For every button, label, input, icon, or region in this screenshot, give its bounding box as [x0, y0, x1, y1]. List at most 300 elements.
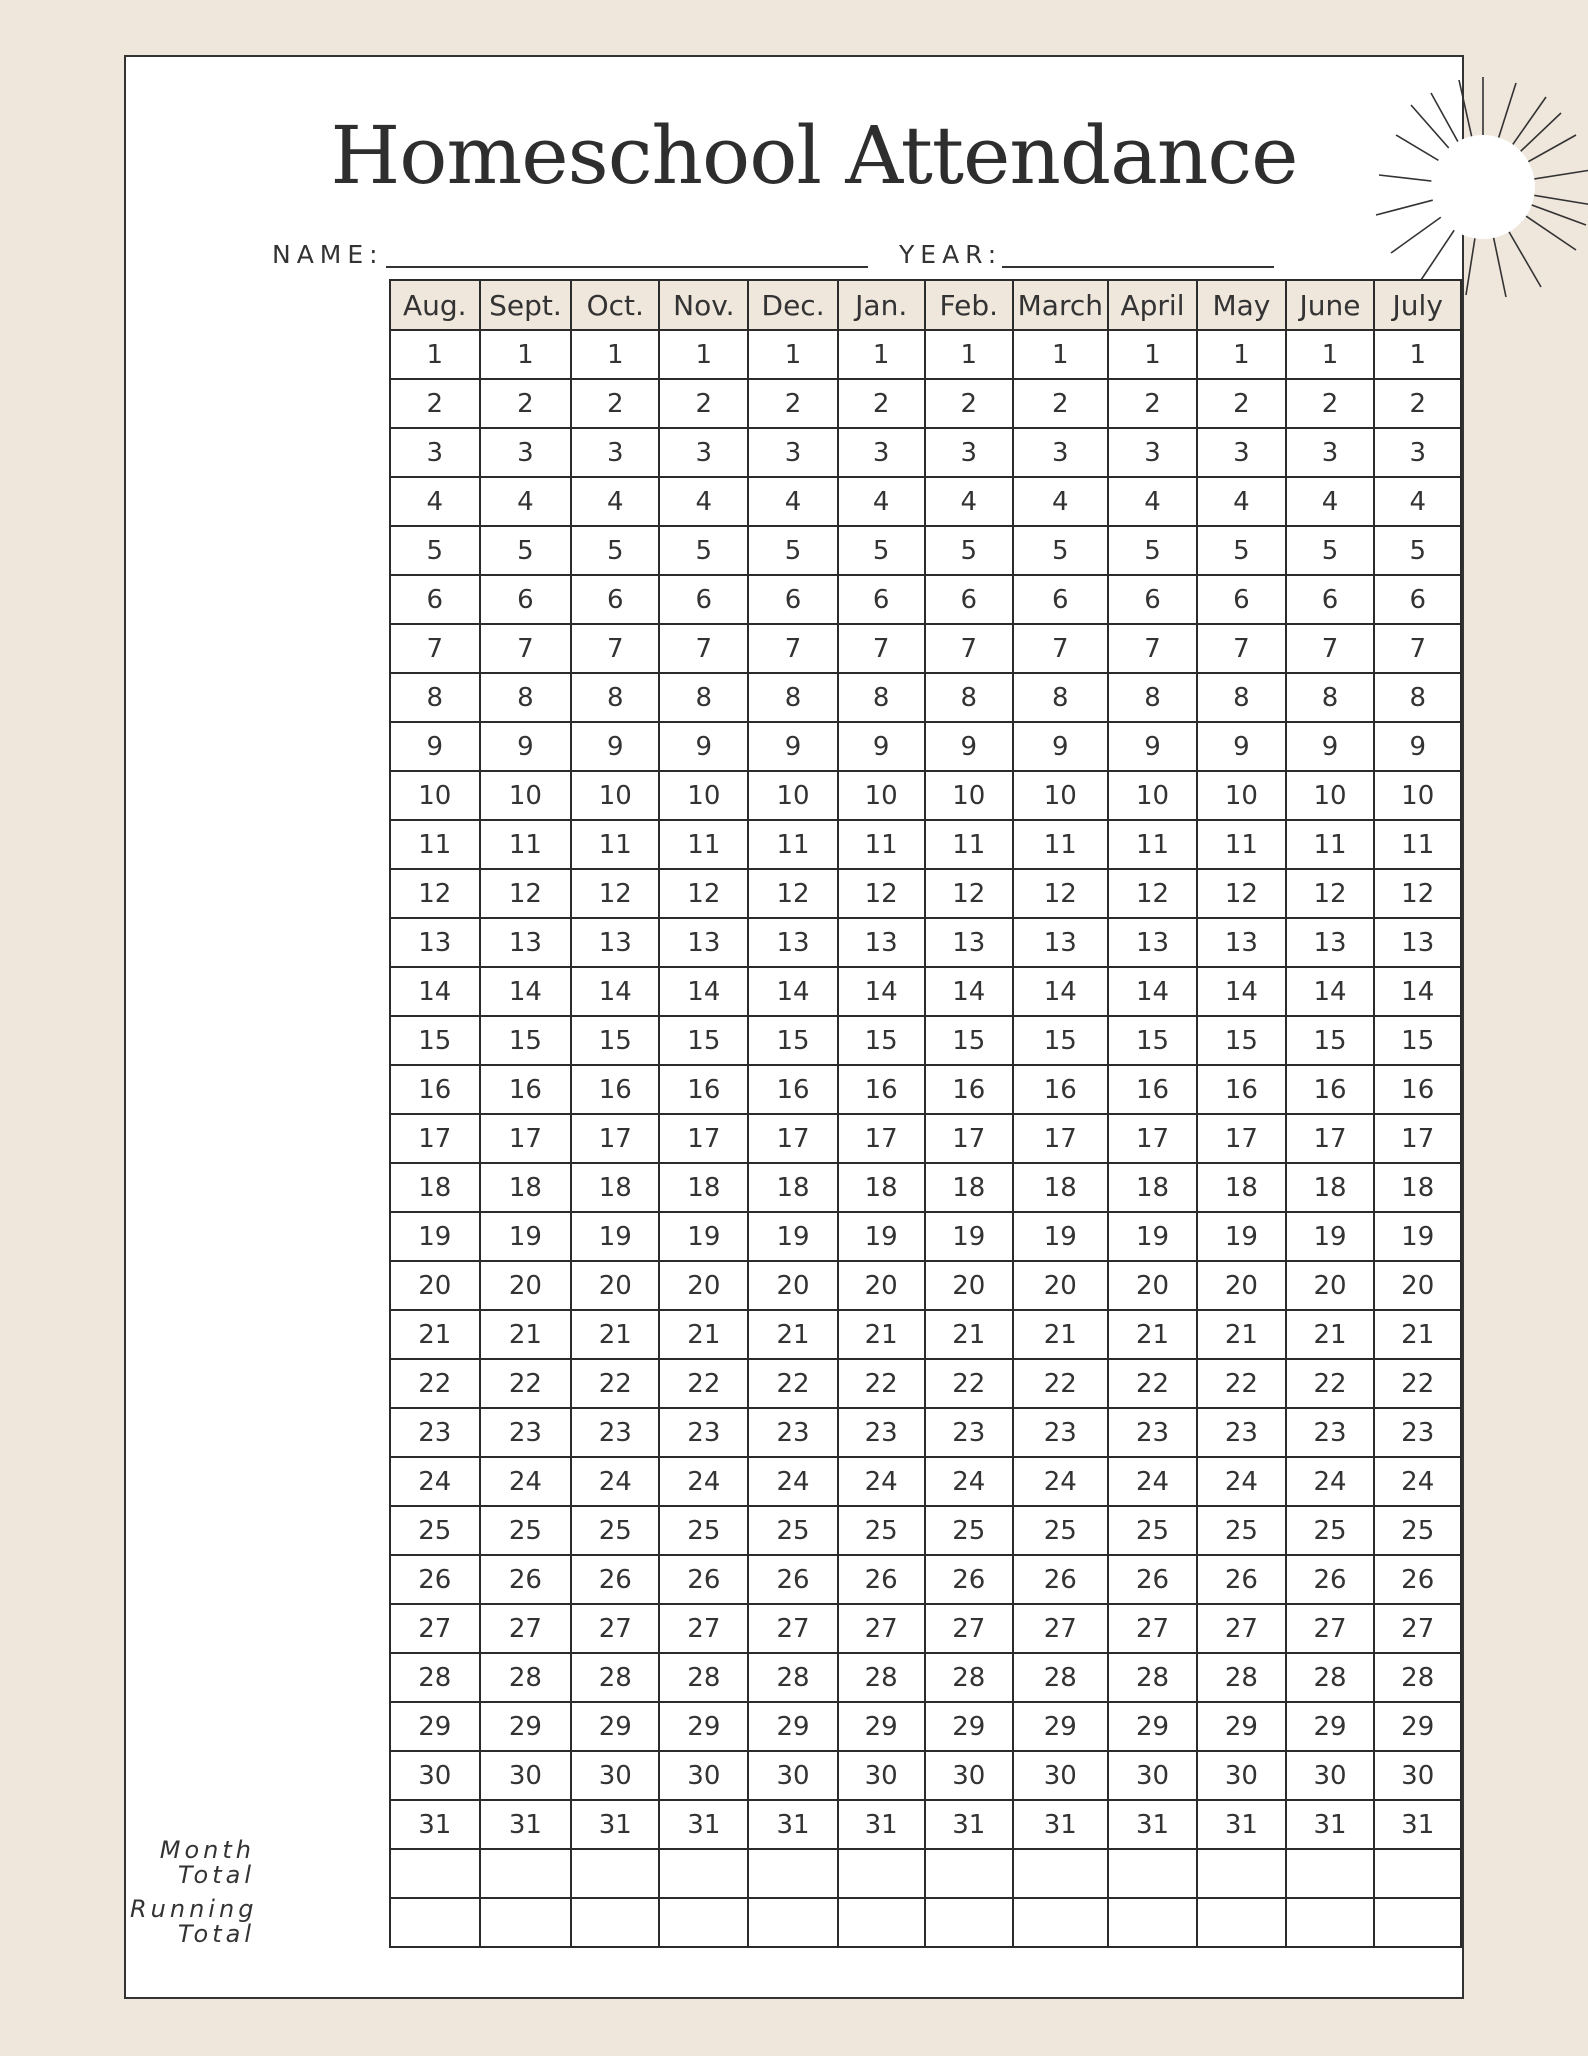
running-total-cell[interactable]	[1108, 1898, 1198, 1947]
day-cell[interactable]: 12	[1013, 869, 1108, 918]
day-cell[interactable]: 13	[480, 918, 572, 967]
day-cell[interactable]: 9	[1374, 722, 1461, 771]
day-cell[interactable]: 21	[1013, 1310, 1108, 1359]
day-cell[interactable]: 15	[1108, 1016, 1198, 1065]
day-cell[interactable]: 13	[925, 918, 1013, 967]
day-cell[interactable]: 20	[748, 1261, 837, 1310]
day-cell[interactable]: 25	[480, 1506, 572, 1555]
day-cell[interactable]: 5	[480, 526, 572, 575]
day-cell[interactable]: 5	[1197, 526, 1285, 575]
day-cell[interactable]: 27	[1108, 1604, 1198, 1653]
day-cell[interactable]: 14	[748, 967, 837, 1016]
day-cell[interactable]: 6	[1108, 575, 1198, 624]
day-cell[interactable]: 19	[1013, 1212, 1108, 1261]
day-cell[interactable]: 16	[1374, 1065, 1461, 1114]
day-cell[interactable]: 29	[659, 1702, 748, 1751]
day-cell[interactable]: 22	[1286, 1359, 1375, 1408]
day-cell[interactable]: 10	[1374, 771, 1461, 820]
day-cell[interactable]: 16	[1013, 1065, 1108, 1114]
day-cell[interactable]: 4	[1013, 477, 1108, 526]
day-cell[interactable]: 30	[659, 1751, 748, 1800]
day-cell[interactable]: 22	[1108, 1359, 1198, 1408]
month-total-cell[interactable]	[1286, 1849, 1375, 1898]
day-cell[interactable]: 3	[838, 428, 925, 477]
running-total-cell[interactable]	[571, 1898, 659, 1947]
day-cell[interactable]: 15	[748, 1016, 837, 1065]
day-cell[interactable]: 31	[1374, 1800, 1461, 1849]
day-cell[interactable]: 19	[1108, 1212, 1198, 1261]
day-cell[interactable]: 11	[659, 820, 748, 869]
day-cell[interactable]: 13	[659, 918, 748, 967]
day-cell[interactable]: 2	[1286, 379, 1375, 428]
day-cell[interactable]: 27	[659, 1604, 748, 1653]
day-cell[interactable]: 5	[838, 526, 925, 575]
day-cell[interactable]: 16	[1197, 1065, 1285, 1114]
day-cell[interactable]: 15	[390, 1016, 480, 1065]
day-cell[interactable]: 2	[1197, 379, 1285, 428]
day-cell[interactable]: 18	[925, 1163, 1013, 1212]
day-cell[interactable]: 27	[1374, 1604, 1461, 1653]
day-cell[interactable]: 10	[1197, 771, 1285, 820]
day-cell[interactable]: 21	[748, 1310, 837, 1359]
day-cell[interactable]: 26	[748, 1555, 837, 1604]
day-cell[interactable]: 16	[571, 1065, 659, 1114]
day-cell[interactable]: 24	[838, 1457, 925, 1506]
day-cell[interactable]: 31	[659, 1800, 748, 1849]
day-cell[interactable]: 9	[390, 722, 480, 771]
day-cell[interactable]: 26	[1013, 1555, 1108, 1604]
day-cell[interactable]: 25	[390, 1506, 480, 1555]
day-cell[interactable]: 11	[1197, 820, 1285, 869]
day-cell[interactable]: 2	[838, 379, 925, 428]
day-cell[interactable]: 1	[748, 330, 837, 379]
day-cell[interactable]: 8	[1108, 673, 1198, 722]
day-cell[interactable]: 25	[748, 1506, 837, 1555]
day-cell[interactable]: 11	[480, 820, 572, 869]
day-cell[interactable]: 29	[390, 1702, 480, 1751]
day-cell[interactable]: 23	[1286, 1408, 1375, 1457]
day-cell[interactable]: 20	[1013, 1261, 1108, 1310]
day-cell[interactable]: 16	[1108, 1065, 1198, 1114]
day-cell[interactable]: 15	[1197, 1016, 1285, 1065]
day-cell[interactable]: 8	[480, 673, 572, 722]
running-total-cell[interactable]	[1374, 1898, 1461, 1947]
day-cell[interactable]: 28	[1286, 1653, 1375, 1702]
name-field[interactable]	[386, 266, 868, 268]
day-cell[interactable]: 16	[925, 1065, 1013, 1114]
day-cell[interactable]: 23	[390, 1408, 480, 1457]
day-cell[interactable]: 4	[1108, 477, 1198, 526]
day-cell[interactable]: 17	[390, 1114, 480, 1163]
day-cell[interactable]: 15	[838, 1016, 925, 1065]
day-cell[interactable]: 22	[1197, 1359, 1285, 1408]
day-cell[interactable]: 13	[1108, 918, 1198, 967]
day-cell[interactable]: 14	[390, 967, 480, 1016]
day-cell[interactable]: 18	[1374, 1163, 1461, 1212]
day-cell[interactable]: 26	[390, 1555, 480, 1604]
day-cell[interactable]: 3	[748, 428, 837, 477]
day-cell[interactable]: 9	[571, 722, 659, 771]
month-total-cell[interactable]	[659, 1849, 748, 1898]
day-cell[interactable]: 5	[571, 526, 659, 575]
day-cell[interactable]: 11	[1286, 820, 1375, 869]
day-cell[interactable]: 26	[1197, 1555, 1285, 1604]
day-cell[interactable]: 26	[925, 1555, 1013, 1604]
day-cell[interactable]: 3	[1286, 428, 1375, 477]
day-cell[interactable]: 14	[1286, 967, 1375, 1016]
day-cell[interactable]: 14	[659, 967, 748, 1016]
day-cell[interactable]: 15	[480, 1016, 572, 1065]
day-cell[interactable]: 5	[748, 526, 837, 575]
day-cell[interactable]: 24	[1013, 1457, 1108, 1506]
day-cell[interactable]: 16	[838, 1065, 925, 1114]
day-cell[interactable]: 27	[1013, 1604, 1108, 1653]
day-cell[interactable]: 2	[390, 379, 480, 428]
day-cell[interactable]: 20	[571, 1261, 659, 1310]
day-cell[interactable]: 4	[1197, 477, 1285, 526]
day-cell[interactable]: 24	[748, 1457, 837, 1506]
day-cell[interactable]: 31	[1286, 1800, 1375, 1849]
day-cell[interactable]: 3	[1108, 428, 1198, 477]
day-cell[interactable]: 12	[1197, 869, 1285, 918]
day-cell[interactable]: 22	[1374, 1359, 1461, 1408]
day-cell[interactable]: 4	[925, 477, 1013, 526]
day-cell[interactable]: 31	[390, 1800, 480, 1849]
day-cell[interactable]: 19	[571, 1212, 659, 1261]
day-cell[interactable]: 31	[838, 1800, 925, 1849]
day-cell[interactable]: 23	[838, 1408, 925, 1457]
day-cell[interactable]: 18	[390, 1163, 480, 1212]
day-cell[interactable]: 8	[571, 673, 659, 722]
day-cell[interactable]: 23	[480, 1408, 572, 1457]
day-cell[interactable]: 20	[838, 1261, 925, 1310]
day-cell[interactable]: 10	[748, 771, 837, 820]
day-cell[interactable]: 12	[390, 869, 480, 918]
day-cell[interactable]: 31	[1108, 1800, 1198, 1849]
day-cell[interactable]: 21	[925, 1310, 1013, 1359]
day-cell[interactable]: 28	[1108, 1653, 1198, 1702]
day-cell[interactable]: 27	[390, 1604, 480, 1653]
day-cell[interactable]: 28	[390, 1653, 480, 1702]
day-cell[interactable]: 17	[838, 1114, 925, 1163]
day-cell[interactable]: 31	[925, 1800, 1013, 1849]
day-cell[interactable]: 19	[1374, 1212, 1461, 1261]
day-cell[interactable]: 17	[659, 1114, 748, 1163]
day-cell[interactable]: 19	[748, 1212, 837, 1261]
day-cell[interactable]: 28	[480, 1653, 572, 1702]
day-cell[interactable]: 24	[659, 1457, 748, 1506]
month-total-cell[interactable]	[1108, 1849, 1198, 1898]
day-cell[interactable]: 10	[571, 771, 659, 820]
day-cell[interactable]: 6	[390, 575, 480, 624]
day-cell[interactable]: 31	[1197, 1800, 1285, 1849]
day-cell[interactable]: 9	[1197, 722, 1285, 771]
day-cell[interactable]: 11	[838, 820, 925, 869]
day-cell[interactable]: 1	[480, 330, 572, 379]
day-cell[interactable]: 2	[925, 379, 1013, 428]
day-cell[interactable]: 8	[390, 673, 480, 722]
day-cell[interactable]: 6	[838, 575, 925, 624]
day-cell[interactable]: 1	[390, 330, 480, 379]
day-cell[interactable]: 8	[659, 673, 748, 722]
day-cell[interactable]: 11	[1374, 820, 1461, 869]
day-cell[interactable]: 26	[1108, 1555, 1198, 1604]
day-cell[interactable]: 24	[1286, 1457, 1375, 1506]
day-cell[interactable]: 31	[748, 1800, 837, 1849]
running-total-cell[interactable]	[480, 1898, 572, 1947]
day-cell[interactable]: 30	[571, 1751, 659, 1800]
day-cell[interactable]: 5	[1374, 526, 1461, 575]
day-cell[interactable]: 28	[1374, 1653, 1461, 1702]
day-cell[interactable]: 30	[1197, 1751, 1285, 1800]
day-cell[interactable]: 6	[571, 575, 659, 624]
day-cell[interactable]: 21	[838, 1310, 925, 1359]
month-total-cell[interactable]	[925, 1849, 1013, 1898]
day-cell[interactable]: 17	[571, 1114, 659, 1163]
day-cell[interactable]: 16	[390, 1065, 480, 1114]
day-cell[interactable]: 7	[748, 624, 837, 673]
day-cell[interactable]: 8	[925, 673, 1013, 722]
day-cell[interactable]: 3	[480, 428, 572, 477]
day-cell[interactable]: 24	[1108, 1457, 1198, 1506]
day-cell[interactable]: 28	[1013, 1653, 1108, 1702]
day-cell[interactable]: 15	[1374, 1016, 1461, 1065]
day-cell[interactable]: 26	[1286, 1555, 1375, 1604]
day-cell[interactable]: 6	[480, 575, 572, 624]
day-cell[interactable]: 6	[748, 575, 837, 624]
day-cell[interactable]: 12	[659, 869, 748, 918]
day-cell[interactable]: 22	[390, 1359, 480, 1408]
month-total-cell[interactable]	[838, 1849, 925, 1898]
day-cell[interactable]: 10	[838, 771, 925, 820]
day-cell[interactable]: 24	[390, 1457, 480, 1506]
day-cell[interactable]: 27	[838, 1604, 925, 1653]
day-cell[interactable]: 30	[390, 1751, 480, 1800]
day-cell[interactable]: 24	[925, 1457, 1013, 1506]
running-total-cell[interactable]	[1013, 1898, 1108, 1947]
day-cell[interactable]: 7	[838, 624, 925, 673]
day-cell[interactable]: 22	[748, 1359, 837, 1408]
day-cell[interactable]: 25	[925, 1506, 1013, 1555]
day-cell[interactable]: 7	[480, 624, 572, 673]
day-cell[interactable]: 20	[1286, 1261, 1375, 1310]
day-cell[interactable]: 11	[571, 820, 659, 869]
day-cell[interactable]: 17	[1286, 1114, 1375, 1163]
day-cell[interactable]: 21	[1108, 1310, 1198, 1359]
day-cell[interactable]: 21	[1286, 1310, 1375, 1359]
day-cell[interactable]: 30	[1013, 1751, 1108, 1800]
day-cell[interactable]: 9	[1286, 722, 1375, 771]
day-cell[interactable]: 25	[1286, 1506, 1375, 1555]
day-cell[interactable]: 17	[748, 1114, 837, 1163]
day-cell[interactable]: 3	[1197, 428, 1285, 477]
day-cell[interactable]: 23	[1013, 1408, 1108, 1457]
day-cell[interactable]: 8	[1374, 673, 1461, 722]
day-cell[interactable]: 17	[925, 1114, 1013, 1163]
day-cell[interactable]: 30	[1374, 1751, 1461, 1800]
day-cell[interactable]: 13	[1197, 918, 1285, 967]
day-cell[interactable]: 22	[480, 1359, 572, 1408]
day-cell[interactable]: 5	[925, 526, 1013, 575]
day-cell[interactable]: 26	[571, 1555, 659, 1604]
day-cell[interactable]: 15	[1013, 1016, 1108, 1065]
day-cell[interactable]: 24	[571, 1457, 659, 1506]
day-cell[interactable]: 23	[659, 1408, 748, 1457]
day-cell[interactable]: 16	[480, 1065, 572, 1114]
day-cell[interactable]: 29	[748, 1702, 837, 1751]
day-cell[interactable]: 7	[1013, 624, 1108, 673]
day-cell[interactable]: 12	[1286, 869, 1375, 918]
day-cell[interactable]: 13	[1286, 918, 1375, 967]
day-cell[interactable]: 27	[1197, 1604, 1285, 1653]
month-total-cell[interactable]	[748, 1849, 837, 1898]
day-cell[interactable]: 4	[1374, 477, 1461, 526]
day-cell[interactable]: 23	[925, 1408, 1013, 1457]
day-cell[interactable]: 20	[1374, 1261, 1461, 1310]
day-cell[interactable]: 13	[1374, 918, 1461, 967]
day-cell[interactable]: 29	[1108, 1702, 1198, 1751]
day-cell[interactable]: 20	[390, 1261, 480, 1310]
day-cell[interactable]: 21	[659, 1310, 748, 1359]
day-cell[interactable]: 3	[659, 428, 748, 477]
day-cell[interactable]: 17	[1108, 1114, 1198, 1163]
day-cell[interactable]: 21	[480, 1310, 572, 1359]
day-cell[interactable]: 30	[925, 1751, 1013, 1800]
day-cell[interactable]: 10	[659, 771, 748, 820]
day-cell[interactable]: 12	[925, 869, 1013, 918]
day-cell[interactable]: 2	[659, 379, 748, 428]
year-field[interactable]	[1002, 266, 1274, 268]
day-cell[interactable]: 5	[659, 526, 748, 575]
day-cell[interactable]: 28	[748, 1653, 837, 1702]
day-cell[interactable]: 30	[748, 1751, 837, 1800]
day-cell[interactable]: 31	[571, 1800, 659, 1849]
day-cell[interactable]: 1	[1286, 330, 1375, 379]
day-cell[interactable]: 14	[1197, 967, 1285, 1016]
day-cell[interactable]: 18	[659, 1163, 748, 1212]
day-cell[interactable]: 1	[1013, 330, 1108, 379]
day-cell[interactable]: 26	[838, 1555, 925, 1604]
day-cell[interactable]: 13	[748, 918, 837, 967]
day-cell[interactable]: 31	[1013, 1800, 1108, 1849]
day-cell[interactable]: 22	[571, 1359, 659, 1408]
day-cell[interactable]: 1	[659, 330, 748, 379]
day-cell[interactable]: 25	[1197, 1506, 1285, 1555]
day-cell[interactable]: 18	[1286, 1163, 1375, 1212]
day-cell[interactable]: 13	[390, 918, 480, 967]
day-cell[interactable]: 1	[838, 330, 925, 379]
day-cell[interactable]: 19	[480, 1212, 572, 1261]
day-cell[interactable]: 30	[480, 1751, 572, 1800]
day-cell[interactable]: 15	[1286, 1016, 1375, 1065]
day-cell[interactable]: 20	[1108, 1261, 1198, 1310]
day-cell[interactable]: 26	[480, 1555, 572, 1604]
day-cell[interactable]: 9	[480, 722, 572, 771]
day-cell[interactable]: 20	[480, 1261, 572, 1310]
day-cell[interactable]: 3	[925, 428, 1013, 477]
day-cell[interactable]: 9	[1108, 722, 1198, 771]
day-cell[interactable]: 23	[748, 1408, 837, 1457]
day-cell[interactable]: 28	[659, 1653, 748, 1702]
day-cell[interactable]: 14	[838, 967, 925, 1016]
day-cell[interactable]: 2	[748, 379, 837, 428]
day-cell[interactable]: 6	[925, 575, 1013, 624]
day-cell[interactable]: 6	[659, 575, 748, 624]
day-cell[interactable]: 29	[1197, 1702, 1285, 1751]
day-cell[interactable]: 8	[748, 673, 837, 722]
day-cell[interactable]: 25	[1013, 1506, 1108, 1555]
day-cell[interactable]: 26	[659, 1555, 748, 1604]
day-cell[interactable]: 23	[1374, 1408, 1461, 1457]
day-cell[interactable]: 4	[838, 477, 925, 526]
day-cell[interactable]: 10	[1286, 771, 1375, 820]
day-cell[interactable]: 20	[925, 1261, 1013, 1310]
day-cell[interactable]: 10	[1013, 771, 1108, 820]
day-cell[interactable]: 29	[1374, 1702, 1461, 1751]
day-cell[interactable]: 22	[838, 1359, 925, 1408]
day-cell[interactable]: 14	[1108, 967, 1198, 1016]
day-cell[interactable]: 10	[1108, 771, 1198, 820]
day-cell[interactable]: 14	[480, 967, 572, 1016]
day-cell[interactable]: 2	[1374, 379, 1461, 428]
day-cell[interactable]: 27	[480, 1604, 572, 1653]
day-cell[interactable]: 19	[925, 1212, 1013, 1261]
day-cell[interactable]: 4	[659, 477, 748, 526]
day-cell[interactable]: 24	[1374, 1457, 1461, 1506]
day-cell[interactable]: 16	[1286, 1065, 1375, 1114]
day-cell[interactable]: 12	[1374, 869, 1461, 918]
day-cell[interactable]: 15	[659, 1016, 748, 1065]
day-cell[interactable]: 5	[390, 526, 480, 575]
day-cell[interactable]: 19	[838, 1212, 925, 1261]
day-cell[interactable]: 19	[390, 1212, 480, 1261]
day-cell[interactable]: 21	[1374, 1310, 1461, 1359]
day-cell[interactable]: 5	[1286, 526, 1375, 575]
day-cell[interactable]: 7	[659, 624, 748, 673]
day-cell[interactable]: 29	[1286, 1702, 1375, 1751]
day-cell[interactable]: 7	[1197, 624, 1285, 673]
day-cell[interactable]: 9	[838, 722, 925, 771]
day-cell[interactable]: 29	[480, 1702, 572, 1751]
day-cell[interactable]: 18	[480, 1163, 572, 1212]
day-cell[interactable]: 27	[748, 1604, 837, 1653]
running-total-cell[interactable]	[838, 1898, 925, 1947]
day-cell[interactable]: 2	[571, 379, 659, 428]
day-cell[interactable]: 9	[1013, 722, 1108, 771]
day-cell[interactable]: 17	[1197, 1114, 1285, 1163]
day-cell[interactable]: 18	[571, 1163, 659, 1212]
month-total-cell[interactable]	[1197, 1849, 1285, 1898]
day-cell[interactable]: 6	[1374, 575, 1461, 624]
day-cell[interactable]: 13	[571, 918, 659, 967]
day-cell[interactable]: 24	[1197, 1457, 1285, 1506]
month-total-cell[interactable]	[1374, 1849, 1461, 1898]
running-total-cell[interactable]	[659, 1898, 748, 1947]
day-cell[interactable]: 18	[1013, 1163, 1108, 1212]
day-cell[interactable]: 21	[1197, 1310, 1285, 1359]
day-cell[interactable]: 5	[1013, 526, 1108, 575]
day-cell[interactable]: 1	[1108, 330, 1198, 379]
day-cell[interactable]: 20	[659, 1261, 748, 1310]
day-cell[interactable]: 1	[1374, 330, 1461, 379]
day-cell[interactable]: 4	[480, 477, 572, 526]
day-cell[interactable]: 22	[925, 1359, 1013, 1408]
day-cell[interactable]: 25	[571, 1506, 659, 1555]
day-cell[interactable]: 28	[838, 1653, 925, 1702]
day-cell[interactable]: 7	[1108, 624, 1198, 673]
day-cell[interactable]: 11	[1013, 820, 1108, 869]
day-cell[interactable]: 24	[480, 1457, 572, 1506]
